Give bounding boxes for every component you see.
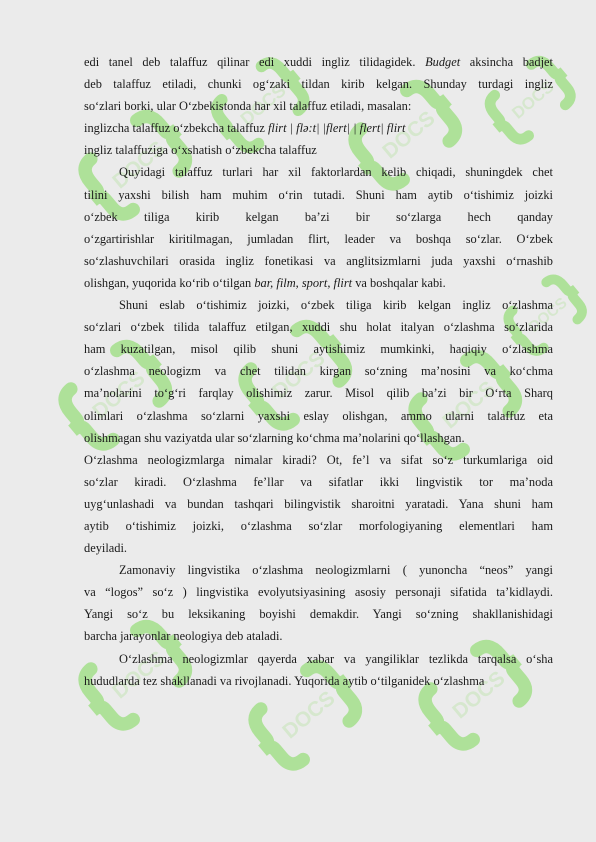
text-run: ma’nolarini to‘g‘ri farqlay olishimiz zarur. Misol qilib ba’zi bir O‘rta Sharq bbox=[84, 386, 553, 401]
italic-term: bar, film, sport, flirt bbox=[254, 275, 353, 290]
text-line bbox=[84, 228, 553, 250]
paragraph-p2 bbox=[84, 117, 553, 139]
text-run: o‘zgartirishlar kiritilmagan, jumladan flirt, leader va boshqa so‘zlar. O‘zbek bbox=[84, 231, 553, 246]
text-run: deb talaffuz etiladi, chunki og‘zaki tildan kirib kelgan. Shunday turdagi ingliz bbox=[84, 77, 553, 92]
text-run: o‘zbek tiliga kirib kelgan ba’zi bir so‘zlarga hech qanday bbox=[84, 209, 553, 224]
text-run: so‘zlari borki, ular O‘zbekistonda har xil talaffuz etiladi, masalan: bbox=[84, 99, 412, 114]
paragraph-p7 bbox=[84, 559, 553, 647]
text-run: aytib o‘tishimiz joizki, o‘zlashma so‘zlar morfologiyaning elementlari ham bbox=[84, 518, 553, 533]
paragraph-p6 bbox=[84, 449, 553, 559]
text-line bbox=[84, 206, 553, 228]
text-line bbox=[84, 73, 553, 95]
watermark-text: DOCS bbox=[236, 80, 290, 130]
text-line bbox=[84, 427, 553, 449]
text-line bbox=[84, 493, 553, 515]
text-run: olimlari o‘zlashma so‘zlarni yaxshi eslay olishgan, ammo ularni talaffuz eta bbox=[84, 408, 553, 423]
text-line bbox=[84, 184, 553, 206]
text-line bbox=[84, 51, 553, 73]
text-run: ham kuzatilgan, misol qilib shuni aytishimiz mumkinki, haqiqiy o‘zlashma bbox=[84, 342, 553, 357]
paragraph-p5 bbox=[84, 294, 553, 449]
text-line bbox=[84, 625, 553, 647]
watermark-text: DOCS bbox=[108, 136, 170, 194]
paragraph-p3 bbox=[84, 139, 553, 161]
text-line bbox=[84, 670, 553, 692]
text-line bbox=[84, 360, 553, 382]
text-line bbox=[84, 449, 553, 471]
text-line bbox=[84, 316, 553, 338]
text-run: barcha jarayonlar neologiya deb ataladi. bbox=[84, 629, 283, 644]
text-line bbox=[84, 95, 553, 117]
text-run: tilini yaxshi bilish ham muhim o‘rin tutadi. Shuni ham aytib o‘tishimiz joizki bbox=[84, 187, 553, 202]
paragraph-p1 bbox=[84, 51, 553, 117]
text-run: O‘zlashma neologizmlar qayerda xabar va yangiliklar tezlikda tarqalsa o‘sha bbox=[119, 651, 553, 666]
text-run: Yangi so‘z bu leksikaning boyishi demakdir. Yangi so‘zning shakllanishidagi bbox=[84, 607, 553, 622]
text-line bbox=[84, 581, 553, 603]
italic-term: flirt | flə:t| |flert| | flert| flirt bbox=[267, 121, 406, 136]
document-body bbox=[84, 51, 553, 692]
text-run: O‘zlashma neologizmlarga nimalar kiradi? Ot, fe’l va sifat so‘z turkumlariga oid bbox=[84, 452, 553, 467]
watermark-text: DOCS bbox=[525, 294, 571, 336]
text-run: va “logos” so‘z ) lingvistika evolyutsiyasining asosiy personaji sifatida ta’kidlaydi. bbox=[84, 585, 553, 600]
text-run: so‘zlari o‘zbek tilida talaffuz etilgan, xuddi shu holat italyan o‘zlashma so‘zlarida bbox=[84, 320, 553, 335]
watermark-text: DOCS bbox=[378, 106, 440, 164]
paragraph-p8 bbox=[84, 648, 553, 692]
text-run: deyiladi. bbox=[84, 541, 128, 556]
text-line bbox=[84, 338, 553, 360]
text-line bbox=[84, 272, 553, 294]
watermark-text: DOCS bbox=[108, 646, 170, 704]
text-run: hududlarda tez shakllanadi va rivojlanadi. Yuqorida aytib o‘tilganidek o‘zlashma bbox=[84, 673, 485, 688]
text-run: so‘zlar kiradi. O‘zlashma fe’llar va sifatlar ikki lingvistik tor ma’noda bbox=[84, 474, 553, 489]
paragraph-p4 bbox=[84, 161, 553, 294]
text-run: so‘zlashuvchilari orasida ingliz fonetikasi va anglitsizmlarni juda yaxshi o‘rnashib bbox=[84, 253, 553, 268]
watermark-text: DOCS bbox=[88, 366, 150, 424]
text-line bbox=[84, 537, 553, 559]
italic-term: Budget bbox=[425, 55, 461, 69]
text-line bbox=[84, 382, 553, 404]
text-run: va boshqalar kabi. bbox=[352, 275, 446, 290]
text-line bbox=[84, 405, 553, 427]
text-run: olishmagan shu vaziyatda ular so‘zlarning ko‘chma ma’nolarini qo‘llashgan. bbox=[84, 430, 465, 445]
text-line bbox=[84, 161, 553, 183]
text-run: edi tanel deb talaffuz qilinar edi xuddi ingliz tilidagidek. bbox=[84, 55, 426, 69]
watermark-text: DOCS bbox=[278, 686, 340, 744]
text-line bbox=[84, 139, 553, 161]
watermark-text: DOCS bbox=[448, 666, 510, 724]
watermark-text: DOCS bbox=[508, 76, 558, 123]
text-line bbox=[84, 559, 553, 581]
watermark-text: DOCS bbox=[268, 346, 330, 404]
text-run: uyg‘unlashadi va bundan tashqari bilingvistik sharoitni yaratadi. Yana shuni ham bbox=[84, 496, 553, 511]
text-run: inglizcha talaffuz o‘zbekcha talaffuz bbox=[84, 121, 268, 136]
text-run: o‘zlashma neologizm va chet tilidan kirgan so‘zning ma’nosini va ko‘chma bbox=[84, 364, 553, 379]
text-run: Quyidagi talaffuz turlari har xil faktorlardan kelib chiqadi, shuningdek chet bbox=[119, 165, 553, 180]
text-line bbox=[84, 250, 553, 272]
text-run: Zamonaviy lingvistika o‘zlashma neologizmlarni ( yunoncha “neos” yangi bbox=[119, 563, 553, 578]
text-line bbox=[84, 515, 553, 537]
watermark-text: DOCS bbox=[438, 376, 500, 434]
text-line bbox=[84, 294, 553, 316]
text-run: ingliz talaffuziga o‘xshatish o‘zbekcha talaffuz bbox=[84, 143, 317, 158]
text-line bbox=[84, 603, 553, 625]
text-line bbox=[84, 648, 553, 670]
text-line bbox=[84, 471, 553, 493]
text-run: Shuni eslab o‘tishimiz joizki, o‘zbek tiliga kirib kelgan ingliz o‘zlashma bbox=[119, 298, 553, 313]
text-run: olishgan, yuqorida ko‘rib o‘tilgan bbox=[84, 275, 255, 290]
text-run: aksincha badjet bbox=[460, 55, 553, 69]
text-line bbox=[84, 117, 553, 139]
